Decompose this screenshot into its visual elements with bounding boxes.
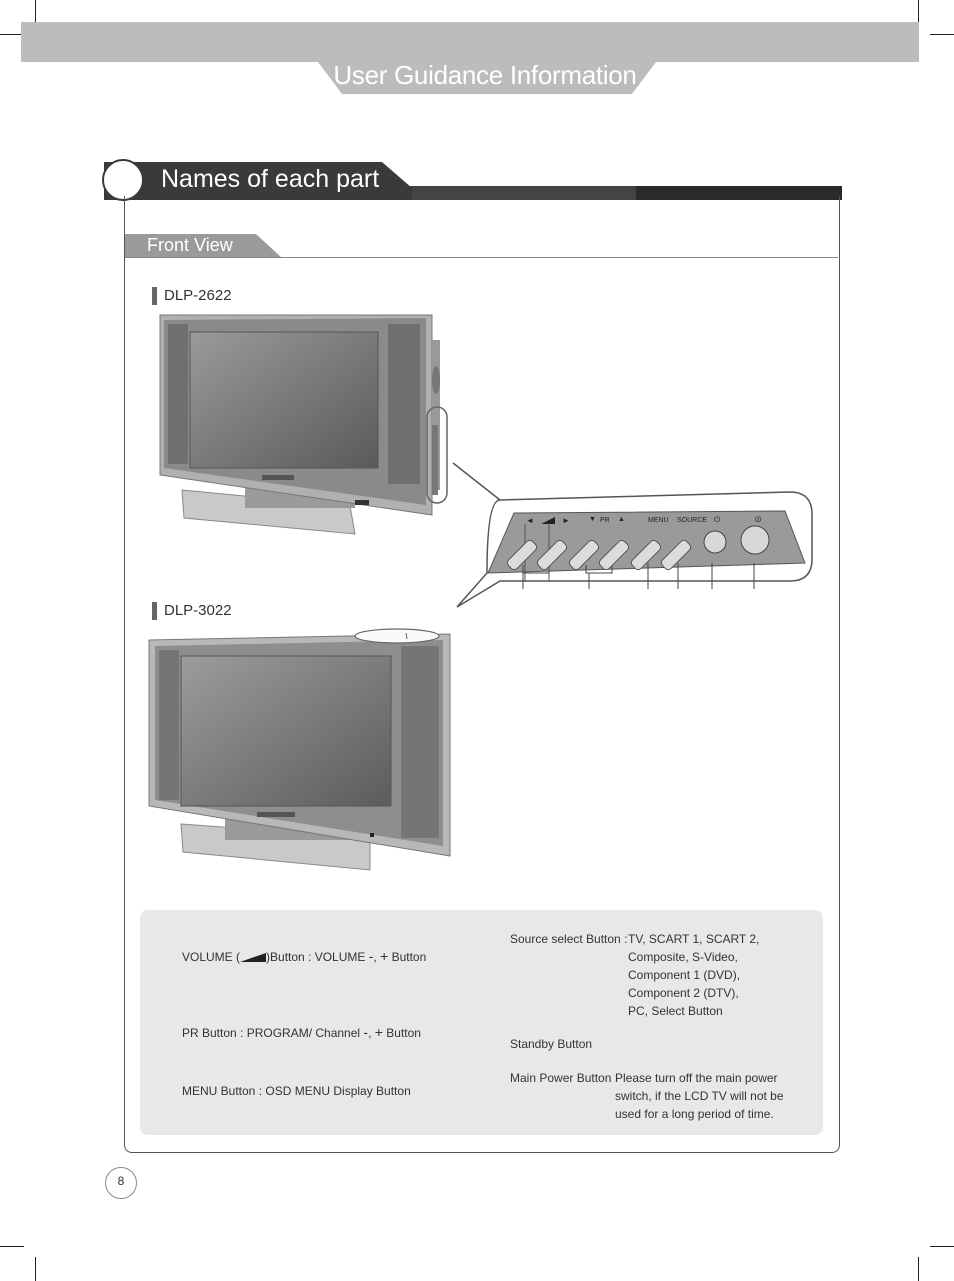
model-label-dlp-3022: DLP-3022 <box>164 602 232 619</box>
crop-mark <box>0 1246 24 1247</box>
volume-wedge-icon <box>240 953 266 963</box>
pr-up-key <box>598 539 631 572</box>
main-power-description-line: switch, if the LCD TV will not be <box>615 1089 784 1103</box>
standby-description: Standby Button <box>510 1037 593 1051</box>
standby-icon: ⏻ <box>714 515 721 524</box>
volume-description: VOLUME ( )Button : VOLUME -, + Button <box>182 948 427 964</box>
source-description-line: Composite, S-Video, <box>628 950 738 964</box>
source-description-line: PC, Select Button <box>628 1004 723 1018</box>
main-power-description-label: Main Power Button : <box>510 1071 622 1085</box>
crop-mark <box>35 1257 36 1281</box>
source-description-line: Component 1 (DVD), <box>628 968 741 982</box>
volume-description-prefix: VOLUME ( <box>182 950 241 964</box>
volume-description-suffix: )Button : VOLUME <box>266 950 369 964</box>
section-title: Names of each part <box>161 165 380 193</box>
menu-key <box>630 539 663 572</box>
crop-mark <box>918 1257 919 1281</box>
source-description-label: Source select Button : <box>510 932 631 946</box>
volume-wedge-icon <box>541 517 555 525</box>
main-power-description-line: used for a long period of time. <box>615 1107 774 1121</box>
minus-sign: - <box>368 948 374 964</box>
plus-sign: + <box>380 948 389 964</box>
main-power-description-line: Please turn off the main power <box>615 1071 778 1085</box>
source-description-line: Component 2 (DTV), <box>628 986 739 1000</box>
top-panel-highlight <box>352 626 442 646</box>
model-label-dlp-2622: DLP-2622 <box>164 287 232 304</box>
volume-description-end: Button <box>388 950 427 964</box>
side-panel-highlight <box>422 405 452 505</box>
panel-pr-down-glyph: ▼ <box>589 516 596 523</box>
page-header-title: User Guidance Information <box>333 60 637 90</box>
subsection-tab <box>0 230 954 262</box>
panel-source-label: SOURCE <box>677 517 707 524</box>
pr-description: PR Button : PROGRAM/ Channel -, + Button <box>182 1024 421 1040</box>
tv-dlp-2622-image <box>150 310 450 545</box>
panel-vol-left-glyph: ◄ <box>526 516 534 525</box>
pr-description-end: Button <box>382 1026 421 1040</box>
model-label-marker <box>152 602 157 620</box>
plus-sign: + <box>374 1024 383 1040</box>
source-key <box>660 539 693 572</box>
volume-up-key <box>536 539 569 572</box>
model-label-marker <box>152 287 157 305</box>
panel-menu-label: MENU <box>648 517 669 524</box>
source-description-line: TV, SCART 1, SCART 2, <box>628 932 760 946</box>
crop-mark <box>930 1246 954 1247</box>
subsection-title: Front View <box>147 235 233 255</box>
menu-description: MENU Button : OSD MENU Display Button <box>182 1084 411 1098</box>
panel-pr-up-glyph: ▲ <box>618 516 625 523</box>
pr-description-text: PR Button : PROGRAM/ Channel <box>182 1026 364 1040</box>
tv-dlp-3022-image <box>145 628 455 878</box>
page-number: 8 <box>117 1174 125 1188</box>
panel-buttons <box>480 520 810 590</box>
panel-pr-label: PR <box>600 517 610 524</box>
minus-sign: - <box>363 1024 369 1040</box>
volume-down-key <box>506 539 539 572</box>
power-icon: ⏼ <box>755 515 762 524</box>
panel-vol-right-glyph: ► <box>562 516 570 525</box>
pr-down-key <box>568 539 601 572</box>
